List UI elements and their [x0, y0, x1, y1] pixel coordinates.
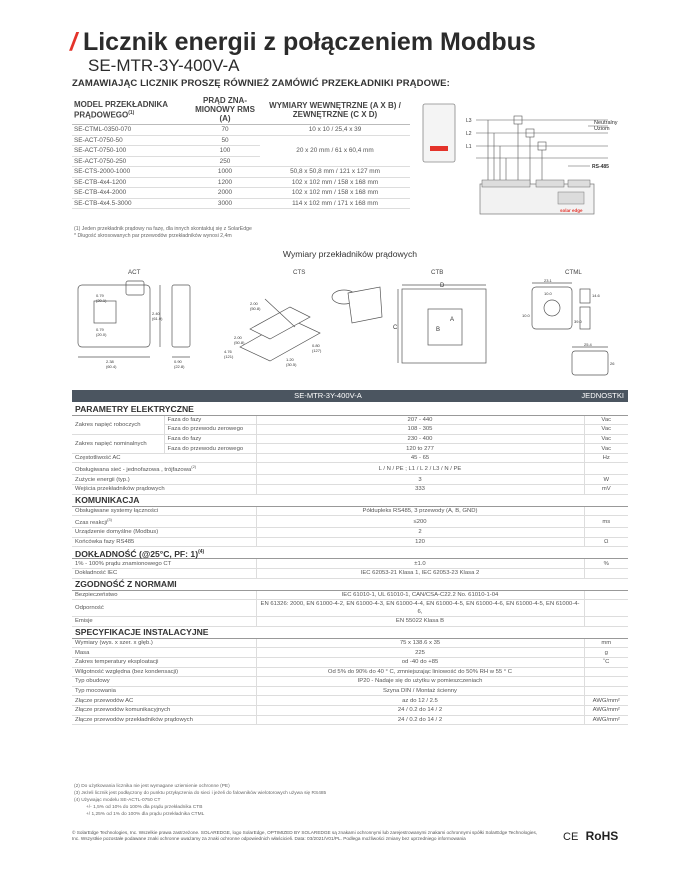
table-row: SE-ACT-0750-250 250	[72, 156, 410, 167]
svg-text:L2: L2	[466, 131, 472, 137]
ct-col-amps: PRĄD ZNA- MIONOWY RMS (A)	[190, 95, 260, 125]
svg-text:26: 26	[610, 361, 615, 366]
svg-text:A: A	[450, 317, 455, 323]
dimensions-title: Wymiary przekładników prądowych	[282, 249, 418, 259]
svg-text:(121): (121)	[224, 354, 234, 359]
table-row: SE-CTML-0350-070 70 10 x 10 / 25,4 x 39	[72, 125, 410, 136]
ce-mark: CE	[563, 831, 579, 843]
inverter-led-strip	[430, 146, 448, 151]
table-row: Masa 225 g	[72, 648, 628, 658]
svg-text:14.6: 14.6	[592, 293, 600, 298]
table-row: Zużycie energii (typ.) 3 W	[72, 475, 628, 485]
table-row: Emisje EN 55022 Klasa B	[72, 617, 628, 627]
title-slash: /	[70, 28, 77, 56]
table-row: Bezpieczeństwo IEC 61010-1, UL 61010-1, CAN/CSA-C22.2 No. 61010-1-04	[72, 590, 628, 600]
cts-label: CTS	[293, 269, 306, 276]
ct-col-dims: WYMIARY WEWNĘTRZNE (A X B) / ZEWNĘTRZNE (C X D)	[260, 95, 410, 125]
ct-col-model: MODEL PRZEKŁADNIKA PRĄDOWEGO$^{(1)}$	[72, 95, 190, 125]
title-text: Licznik energii z połączeniem Modbus	[82, 28, 536, 56]
table-row: SE-CTB-4x4-1200 1200 102 x 102 mm / 158 x 168 mm	[72, 177, 410, 188]
section-accuracy: DOKŁADNOŚĆ (@25°C, PF: 1)$^{(4)}$	[72, 547, 628, 559]
section-electrical: PARAMETRY ELEKTRYCZNE	[72, 403, 628, 415]
spec-model: SE-MTR-3Y-400V-A	[294, 391, 362, 400]
wiring-diagram	[418, 96, 630, 220]
spec-header-bar	[72, 390, 628, 402]
inverter-body	[423, 104, 455, 162]
table-row: Wymiary (wys. x szer. x głęb.) 75 x 138.6 x 35 mm	[72, 638, 628, 648]
svg-text:0.90: 0.90	[174, 359, 182, 364]
footnote-3: (3) Jeżeli licznik jest podłączony do punktu przyłączenia do sieci i jeżeli do falowników wielotorowych używa się RS485	[74, 791, 327, 796]
ct-note-1: (1) Jeden przekładnik prądowy na fazę, dla innych skontaktuj się z SolarEdge	[74, 226, 252, 232]
table-row: Złącze przewodów AC az do 12 / 2.5 AWG/mm²	[72, 696, 628, 706]
svg-text:(50.8): (50.8)	[250, 306, 261, 311]
svg-text:RS-485: RS-485	[592, 164, 609, 170]
svg-text:solar edge: solar edge	[560, 208, 583, 213]
table-row: Złącze przewodów przekładników prądowych 24 / 0.2 do 14 / 2 AWG/mm²	[72, 715, 628, 725]
ct-table-header	[72, 95, 410, 125]
table-row: Zakres napięć nominalnych Faza do fazy 230 - 400 Vac	[72, 434, 628, 444]
svg-text:B: B	[436, 327, 441, 333]
table-row: Częstotliwość AC 45 - 65 Hz	[72, 453, 628, 463]
table-row: SE-CTS-2000-1000 1000 50,8 x 50,8 mm / 121 x 127 mm	[72, 167, 410, 178]
table-row: Wilgotność względna (bez kondensacji) Od 5% do 90% do 40 ° C, zmniejszając liniowość do 50% RH w 55 ° C	[72, 667, 628, 677]
cts-drawing	[220, 277, 390, 373]
ctb-drawing	[392, 277, 492, 373]
table-row: Wejścia przekładników prądowych 333 mV	[72, 485, 628, 495]
table-row: Zakres temperatury eksploatacji od -40 do +85 ˚C	[72, 657, 628, 667]
footnote-2: (2) Do użytkowania licznika nie jest wymagane uziemienie ochronne (PE)	[74, 784, 230, 789]
section-standards: ZGODNOŚĆ Z NORMAMI	[72, 578, 628, 590]
table-row: Obsługiwane systemy łączności Półdupleks RS485, 3 przewody (A, B, GND)	[72, 506, 628, 516]
table-row: Urządzenie domyślne (Modbus) 2	[72, 528, 628, 538]
svg-text:0.79: 0.79	[96, 293, 104, 298]
svg-text:2.38: 2.38	[106, 359, 114, 364]
ctml-label: CTML	[565, 269, 582, 276]
rohs-mark: RoHS	[585, 829, 619, 843]
svg-text:23.1: 23.1	[544, 278, 552, 283]
table-row: SE-ACT-0750-100 100	[72, 146, 410, 157]
svg-text:(60.4): (60.4)	[106, 364, 117, 369]
table-row: Typ obudowy IP20 - Nadaje się do użytku w pomieszczeniach	[72, 677, 628, 687]
svg-text:(127): (127)	[312, 348, 322, 353]
ct-note-2: * Długość skrosowanych par przewodów przekładników wynosi 2,4m	[74, 233, 232, 239]
svg-text:L3: L3	[466, 118, 472, 124]
header	[70, 28, 630, 76]
table-row: Typ mocowania Szyna DIN / Montaż ścienny	[72, 686, 628, 696]
svg-text:10.0: 10.0	[522, 313, 530, 318]
table-row: Końcówka fazy RS485 120 Ω	[72, 537, 628, 547]
svg-text:Uziom: Uziom	[594, 126, 610, 132]
svg-text:10.0: 10.0	[544, 291, 552, 296]
table-row: SE-ACT-0750-50 50 20 x 20 mm / 61 x 60,4 mm	[72, 135, 410, 146]
page-title	[70, 28, 630, 56]
svg-text:(50.8): (50.8)	[234, 340, 245, 345]
svg-text:(20.0): (20.0)	[96, 332, 107, 337]
svg-text:Neutralny: Neutralny	[594, 120, 618, 126]
svg-text:(30.5): (30.5)	[286, 362, 297, 367]
footnote-4a: +/- 1,5% od 10% do 100% dla prądu przekładnika CTB	[86, 805, 203, 810]
table-row: SE-CTB-4x4-2000 2000 102 x 102 mm / 158 x 168 mm	[72, 188, 410, 199]
table-row: Obsługiwana sieć - jednofazowa , trójfazowa$^{(2)}$ L / N / PE ; L1 / L 2 / L3 / N / PE	[72, 463, 628, 475]
svg-text:39.0: 39.0	[574, 319, 582, 324]
terminal-blocks	[482, 180, 590, 187]
page-subtitle: SE-MTR-3Y-400V-A	[88, 56, 240, 75]
svg-text:1.20: 1.20	[286, 357, 294, 362]
table-row: Czas reakcji$^{(3)}$ ≤200 ms	[72, 516, 628, 528]
order-heading: ZAMAWIAJĄC LICZNIK PROSZĘ RÓWNIEŻ ZAMÓWIĆ PRZEKŁADNIKI PRĄDOWE:	[72, 78, 450, 89]
act-label: ACT	[128, 269, 141, 276]
table-row: Odporność EN 61326: 2000, EN 61000-4-2, EN 61000-4-3, EN 61000-4-4, EN 61000-4-5, EN 61000-4-6, EN 61000-4-5, EN 61000-4-6,	[72, 600, 628, 617]
svg-text:(20.1): (20.1)	[96, 298, 107, 303]
footnote-4: (4) Używając modelu SE-ACTL-0750 CT	[74, 798, 161, 803]
act-drawing	[72, 277, 212, 373]
svg-text:L1: L1	[466, 144, 472, 150]
svg-text:(22.8): (22.8)	[174, 364, 185, 369]
svg-text:2.00: 2.00	[250, 301, 258, 306]
section-installation: SPECYFIKACJE INSTALACYJNE	[72, 626, 628, 638]
svg-text:D: D	[440, 283, 445, 289]
ctml-drawing	[514, 277, 624, 381]
svg-text:0.79: 0.79	[96, 327, 104, 332]
copyright-notice: © SolarEdge Technologies, Inc. Wszelkie prawa zastrzeżone. SOLAREDGE, logo SolarEdge, OPTIMIZED BY SOLAREDGE są znakami ochronnymi lub zarejestrowanymi znakami ochronnymi spółki SolarEdge Technologies, Inc. Wszystkie pozostałe podawane znaki ochronne uważamy za znaki ochronne odpowiednich właścicieli. Data: 03/2021/V01/PL. Podlega możliwości zmiany bez uprzedniego informowania	[72, 830, 538, 841]
svg-text:0.80: 0.80	[312, 343, 320, 348]
ctb-label: CTB	[431, 269, 444, 276]
section-communication: KOMUNIKACJA	[72, 494, 628, 506]
certification-marks	[563, 829, 618, 843]
table-row: Zakres napięć roboczych Faza do fazy 207 - 440 Vac	[72, 415, 628, 425]
svg-text:2.40: 2.40	[152, 311, 160, 316]
svg-text:(61.0): (61.0)	[152, 316, 163, 321]
table-row: Faza do przewodu zerowego 120 to 277 Vac	[72, 444, 628, 454]
table-row: Faza do przewodu zerowego 108 - 305 Vac	[72, 425, 628, 435]
spec-units-label: JEDNOSTKI	[581, 391, 624, 400]
table-row: 1% - 100% prądu znamionowego CT ±1.0 %	[72, 559, 628, 569]
table-row: Dokładność IEC IEC 62053-21 Klasa 1, IEC 62053-23 Klasa 2	[72, 568, 628, 578]
svg-text:4.76: 4.76	[224, 349, 232, 354]
ct-table	[72, 95, 410, 209]
svg-text:C: C	[393, 325, 398, 331]
spec-table	[72, 403, 628, 725]
footnote-4b: +/ 1,25% od 1% do 100% dla prądu przekładnika CTML	[86, 812, 205, 817]
svg-text:25.4: 25.4	[584, 342, 592, 347]
svg-text:2.00: 2.00	[234, 335, 242, 340]
table-row: SE-CTB-4x4.5-3000 3000 114 x 102 mm / 171 x 168 mm	[72, 198, 410, 209]
table-row: Złącze przewodów komunikacyjnych 24 / 0.2 do 14 / 2 AWG/mm²	[72, 705, 628, 715]
